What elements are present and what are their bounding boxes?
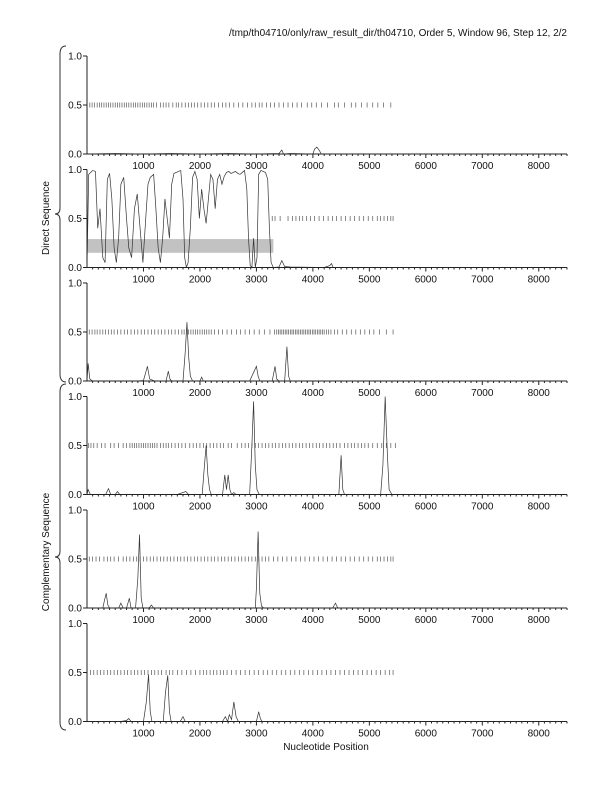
x-tick-label: 7000 [471, 161, 494, 172]
brace-complementary [55, 384, 66, 730]
x-tick-label: 1000 [132, 615, 155, 626]
group-label-complementary: Complementary Sequence [41, 492, 52, 612]
group-label-direct: Direct Sequence [41, 181, 52, 255]
x-tick-label: 4000 [301, 388, 325, 399]
y-tick-label: 0.5 [68, 554, 82, 566]
band [87, 239, 273, 253]
panel-3 [68, 279, 567, 400]
y-tick-label: 0.5 [68, 668, 82, 679]
x-tick-label: 6000 [414, 274, 437, 286]
x-tick-label: 2000 [188, 615, 212, 626]
x-tick-label: 1000 [132, 501, 155, 513]
y-tick-label: 0.0 [68, 717, 82, 728]
x-tick-label: 1000 [132, 728, 155, 740]
x-axis-label: Nucleotide Position [283, 742, 369, 753]
x-tick-label: 7000 [471, 728, 494, 740]
x-tick-label: 5000 [358, 615, 381, 626]
x-tick-label: 7000 [471, 388, 494, 399]
y-tick-label: 1.0 [68, 278, 82, 290]
x-tick-label: 8000 [527, 274, 550, 286]
panel-2 [68, 165, 567, 286]
x-tick-label: 3000 [245, 728, 268, 740]
group-braces [55, 46, 66, 730]
panel-1 [68, 52, 567, 173]
x-tick-label: 7000 [471, 274, 494, 286]
x-tick-label: 4000 [301, 274, 325, 286]
series-line [87, 170, 395, 267]
x-tick-label: 1000 [132, 161, 155, 172]
x-tick-label: 6000 [414, 501, 437, 513]
x-tick-label: 3000 [245, 388, 268, 399]
x-tick-label: 4000 [301, 161, 325, 172]
y-tick-label: 0.5 [68, 100, 82, 112]
x-tick-label: 2000 [188, 728, 212, 740]
y-tick-label: 1.0 [68, 619, 82, 630]
x-tick-label: 8000 [527, 501, 550, 513]
series-line [87, 674, 395, 721]
panel-6 [68, 619, 567, 740]
x-tick-label: 2000 [188, 388, 212, 399]
x-tick-label: 4000 [301, 501, 325, 513]
y-tick-label: 1.0 [68, 51, 82, 63]
header-title: /tmp/th04710/only/raw_result_dir/th04710, Order 5, Window 96, Step 12, 2/2 [229, 28, 567, 39]
y-tick-label: 0.0 [68, 149, 82, 161]
x-tick-label: 6000 [414, 728, 437, 740]
x-tick-label: 1000 [132, 388, 155, 399]
y-tick-label: 0.0 [68, 263, 82, 274]
x-tick-label: 5000 [358, 501, 381, 513]
panel-4 [68, 392, 567, 513]
y-tick-label: 0.0 [68, 603, 82, 615]
y-tick-label: 0.0 [68, 376, 82, 388]
y-tick-label: 0.5 [68, 327, 82, 339]
x-tick-label: 8000 [527, 728, 550, 740]
x-tick-label: 6000 [414, 161, 437, 172]
x-tick-label: 3000 [245, 161, 268, 172]
x-tick-label: 3000 [245, 615, 268, 626]
x-tick-label: 5000 [358, 274, 381, 286]
x-tick-label: 8000 [527, 388, 550, 399]
brace-direct [55, 46, 66, 382]
x-tick-label: 6000 [414, 388, 437, 399]
y-tick-label: 0.5 [68, 214, 82, 225]
series-line [87, 147, 392, 154]
x-tick-label: 6000 [414, 615, 437, 626]
y-tick-label: 0.0 [68, 490, 82, 501]
x-tick-label: 7000 [471, 615, 494, 626]
x-tick-label: 8000 [527, 615, 550, 626]
x-tick-label: 5000 [358, 728, 381, 740]
x-tick-label: 8000 [527, 161, 550, 172]
chart-panels [68, 52, 567, 740]
x-tick-label: 7000 [471, 501, 494, 513]
x-tick-label: 5000 [358, 161, 381, 172]
y-tick-label: 0.5 [68, 441, 82, 452]
x-tick-label: 5000 [358, 388, 381, 399]
x-tick-label: 4000 [301, 615, 325, 626]
x-tick-label: 3000 [245, 274, 268, 286]
x-tick-label: 2000 [188, 274, 212, 286]
x-tick-label: 3000 [245, 501, 268, 513]
y-tick-label: 1.0 [68, 505, 82, 517]
x-tick-label: 2000 [188, 501, 212, 513]
x-tick-label: 4000 [301, 728, 325, 740]
series-line [87, 532, 395, 608]
x-tick-label: 2000 [188, 161, 212, 172]
x-tick-label: 1000 [132, 274, 155, 286]
panel-5 [68, 506, 567, 627]
y-tick-label: 1.0 [68, 165, 82, 176]
y-tick-label: 1.0 [68, 392, 82, 403]
